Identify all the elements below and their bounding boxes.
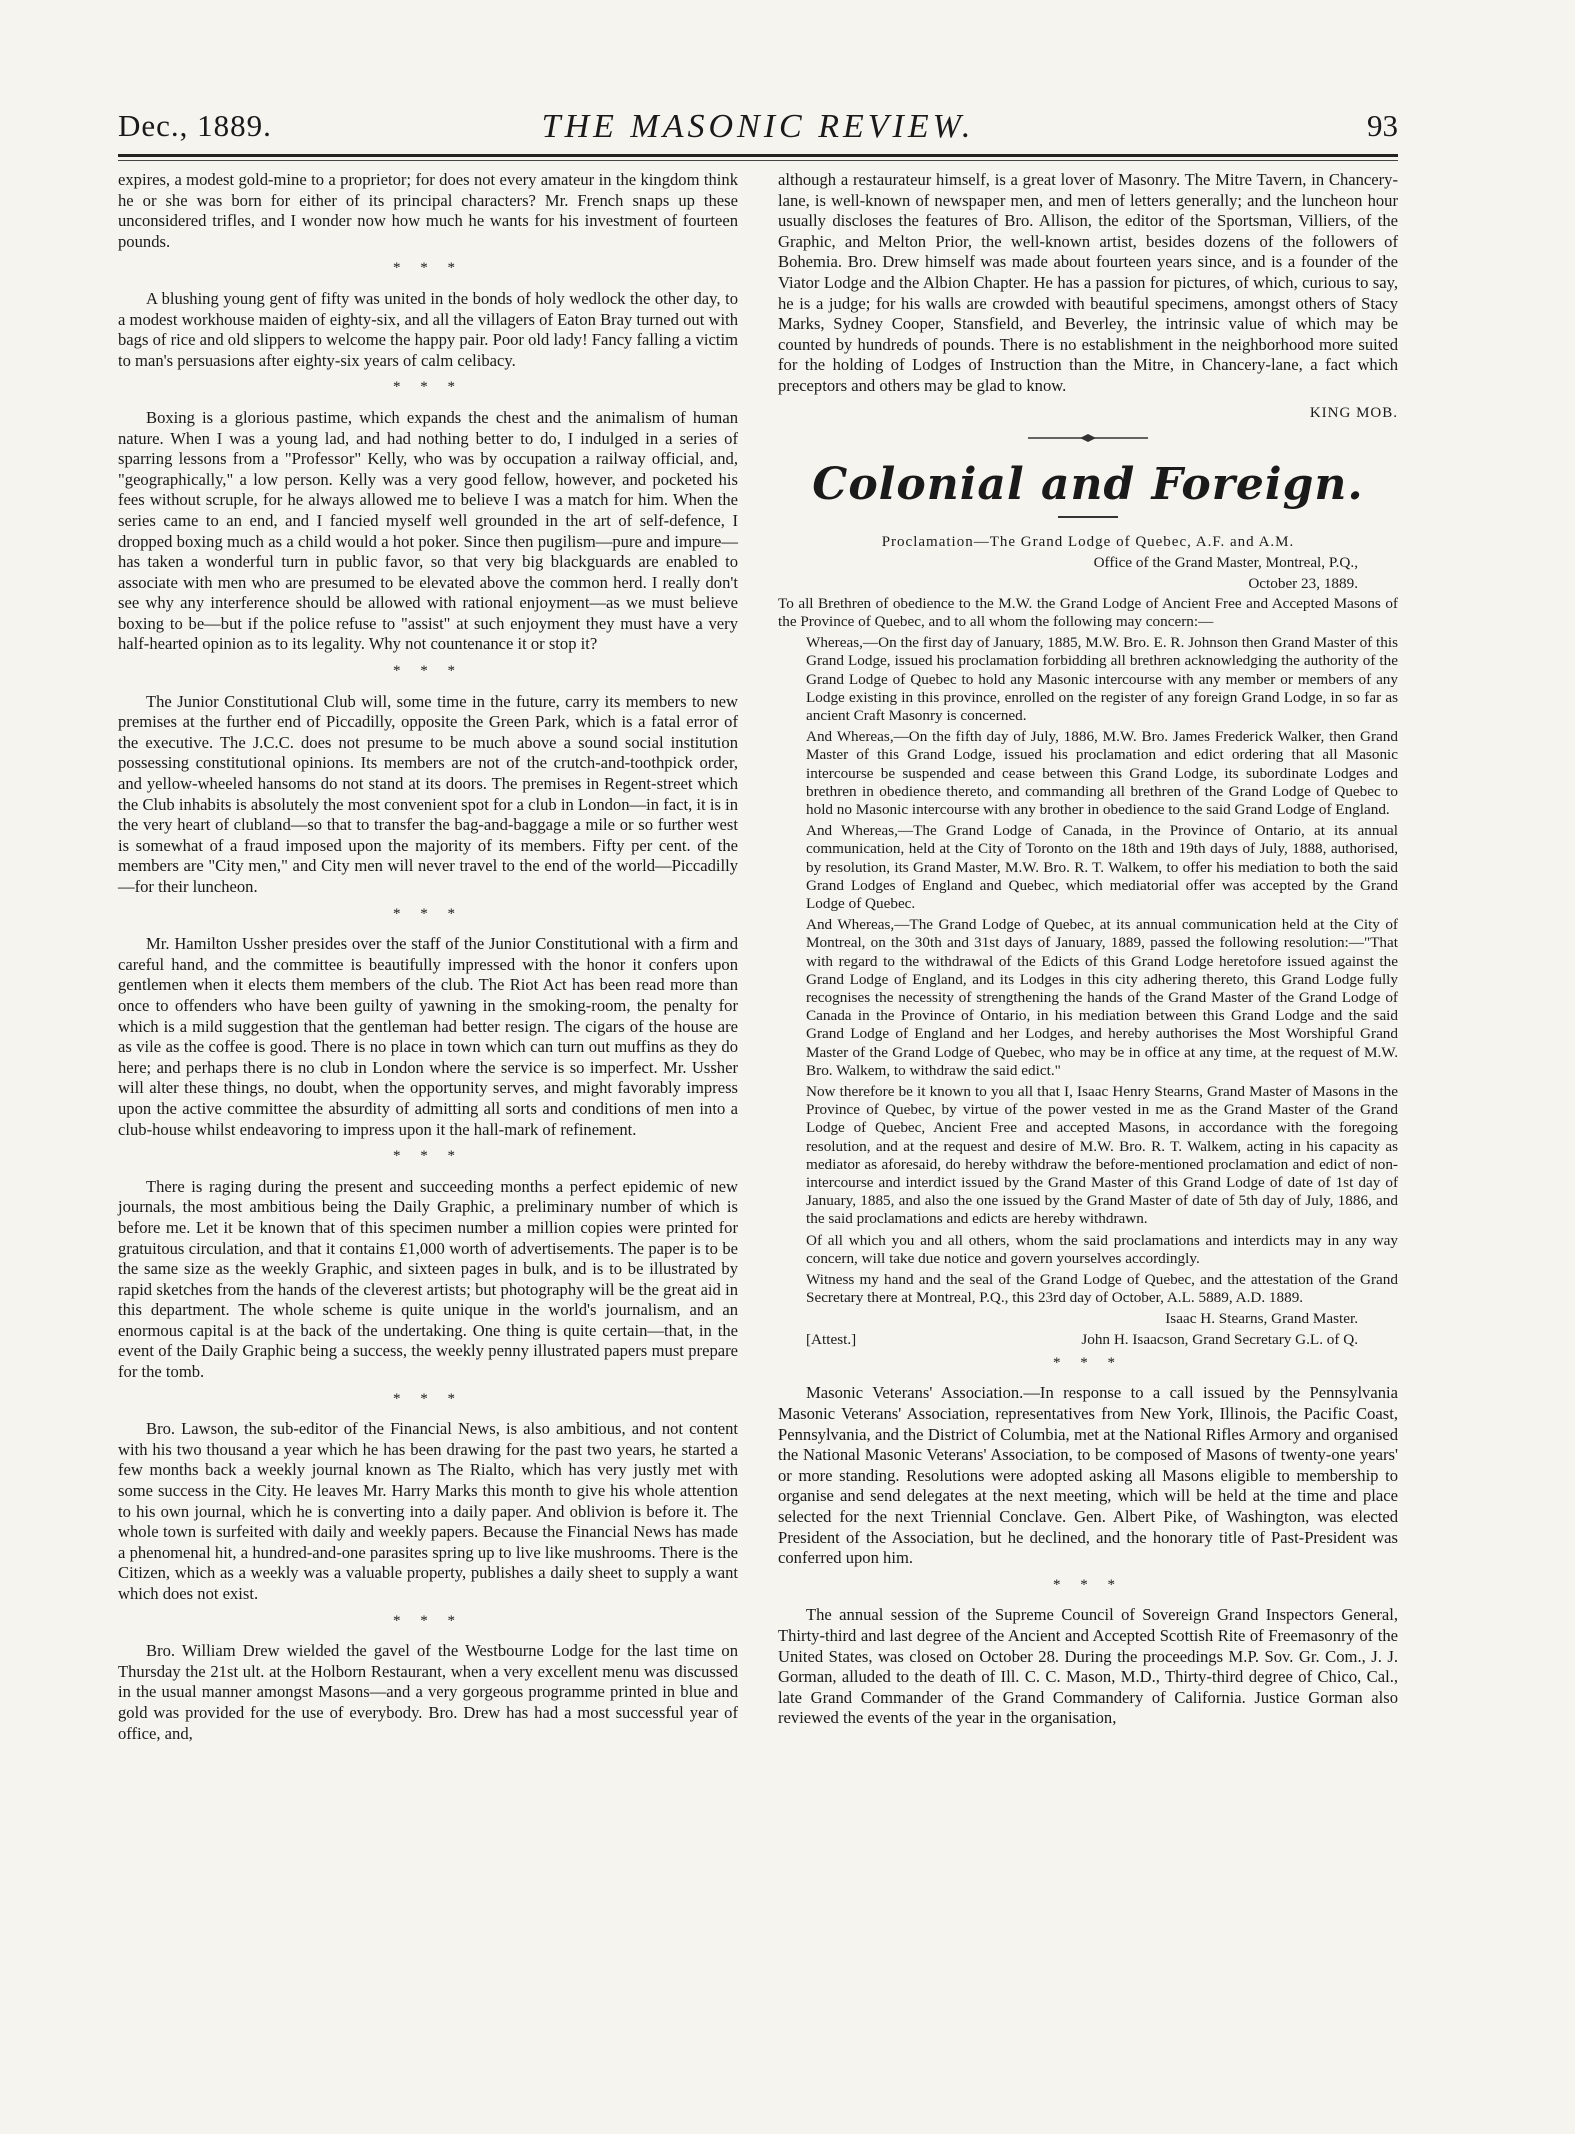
paragraph: Bro. William Drew wielded the gavel of the Westbourne Lodge for the last time on Thursday the 21st ult. at the Holborn Restaurant, when a very excellent menu was discussed in the usual manner amongst Masons—and a very gorgeous programme printed in blue and gold was provided for the use of everybody. Bro. Drew has had a most successful year of office, and,: [118, 1641, 738, 1743]
section-separator: * * *: [393, 905, 463, 922]
section-separator: * * *: [393, 1148, 463, 1165]
ornament-rule-icon: [1028, 433, 1148, 443]
page-number: 93: [1367, 108, 1398, 143]
office-line: Office of the Grand Master, Montreal, P.Q.,: [1093, 554, 1358, 572]
section-separator: * * *: [393, 379, 463, 396]
right-column: [778, 170, 1398, 1735]
witness-clause: Witness my hand and the seal of the Grand Lodge of Quebec, and the attestation of the Grand Secretary there at Montreal, P.Q., this 23rd day of October, A.L. 5889, A.D. 1889.: [806, 1271, 1398, 1307]
paragraph: The annual session of the Supreme Council of Sovereign Grand Inspectors General, Thirty-third and last degree of the Ancient and Accepted Scottish Rite of Freemasonry of the United States, was closed on October 28. During the proceedings M.P. Sov. Gr. Com., J. J. Gorman, alluded to the death of Ill. C. C. Mason, M.D., Thirty-third degree of Chico, Cal., late Grand Commander of the Grand Commandery of California. Justice Gorman also reviewed the events of the year in the organisation,: [778, 1605, 1398, 1728]
paragraph: The Junior Constitutional Club will, some time in the future, carry its members to new premises at the further end of Piccadilly, opposite the Green Park, which is a fatal error of the executive. The J.C.C. does not presume to be much above a sound social institution possessing constitutional opinions. Its members are not of the crutch-and-toothpick order, and yellow-wheeled hansoms do not stand at its doors. The premises in Regent-street which the Club inhabits is absolutely the most convenient spot for a club in London—in fact, it is in the very heart of clubland—so that to transfer the bag-and-baggage a mile or so further west is somewhat of a fraud imposed upon the majority of its members. Fifty per cent. of the members are "City men," and City men will never travel to the end of the world—Piccadilly—for their luncheon.: [118, 691, 738, 896]
section-separator: * * *: [393, 1390, 463, 1407]
title-rule: [1058, 516, 1118, 518]
paragraph: Boxing is a glorious pastime, which expands the chest and the animalism of human nature. When I was a young lad, and had nothing better to do, I indulged in a series of sparring lessons from a "Professor" Kelly, who was by occupation a railway official, and, "geographically," a low person. Kelly was a very good fellow, however, and pocketed his fees without scruple, for he always allowed me to believe I was a match for him. When the series came to an end, and I fancied myself well grounded in the art of self-defence, I dropped boxing much as a child would a hot poker. Since then pugilism—pure and impure—has taken a wonderful turn in public favor, so that very big blackguards are enabled to associate with men who are presumed to be elevated above the common herd. I really don't see why any interference should be allowed with rational enjoyment—as we must believe boxing to be—but if the police refuse to "assist" at such enjoyment they must have a very half-hearted opinion as to its legality. Why not countenance it or stop it?: [118, 407, 738, 654]
section-separator: * * *: [1053, 1576, 1123, 1593]
paragraph: Bro. Lawson, the sub-editor of the Financial News, is also ambitious, and not content with his two thousand a year which he has been drawing for the past two years, he started a few months back a weekly journal known as The Rialto, which has very justly met with some success in the City. He leaves Mr. Harry Marks this month to give his whole attention to his own journal, which he is converting into a daily paper. And oblivion is before it. The whole town is surfeited with daily and weekly papers. Because the Financial News has made a phenomenal hit, a hundred-and-one parasites spring up to live like mushrooms. There is the Citizen, which as a weekly was a valuable property, publishes a daily sheet to supply a want which does not exist.: [118, 1419, 738, 1603]
issue-date: Dec., 1889.: [118, 108, 272, 143]
attestation: [778, 1331, 1398, 1349]
office-date: October 23, 1889.: [1248, 574, 1358, 592]
signature: KING MOB.: [1309, 404, 1398, 421]
whereas-clause: Whereas,—On the first day of January, 1885, M.W. Bro. E. R. Johnson then Grand Master of this Grand Lodge, issued his proclamation forbidding all brethren acknowledging the authority of the Grand Lodge of Quebec to hold any Masonic intercourse with any member or members of any Lodge existing in this province, enrolled on the register of any foreign Grand Lodge, in so far as ancient Craft Masonry is concerned.: [806, 634, 1398, 724]
proclamation-title: Proclamation—The Grand Lodge of Quebec, A.F. and A.M.: [881, 533, 1295, 550]
section-title: Colonial and Foreign.: [812, 458, 1364, 510]
now-therefore-clause: Now therefore be it known to you all that I, Isaac Henry Stearns, Grand Master of Masons in the Province of Quebec, by virtue of the power vested in me as the Grand Master of the Grand Lodge of Quebec, Ancient Free and accepted Masons, in accordance with the foregoing resolution, and at the request and desire of M.W. Bro. R. T. Walkem, acting in his capacity as mediator as aforesaid, do hereby withdraw the before-mentioned proclamation and edict of non-intercourse and interdict issued by the Grand Master of this Grand Lodge of date of 1st day of January, 1885, and also the one issued by the Grand Master of date of 5th day of July, 1886, and the said proclamations and edicts are hereby withdrawn.: [806, 1083, 1398, 1228]
section-separator: * * *: [393, 663, 463, 680]
section-separator: * * *: [393, 260, 463, 277]
paragraph: expires, a modest gold-mine to a proprietor; for does not every amateur in the kingdom think he or she was born for either of its principal characters? Mr. French snaps up these unconsidered trifles, and I wonder now how much he wants for his investment of fourteen pounds.: [118, 170, 738, 251]
header-rule: [118, 154, 1398, 157]
whereas-clause: And Whereas,—The Grand Lodge of Canada, in the Province of Ontario, at its annual communication, held at the City of Toronto on the 18th and 19th days of July, 1888, authorised, by resolution, its Grand Master, M.W. Bro. R. T. Walkem, to offer his mediation to both the said Grand Lodges of England and Quebec, which mediatorial offer was accepted by the Grand Lodge of Quebec.: [806, 822, 1398, 912]
paragraph: although a restaurateur himself, is a great lover of Masonry. The Mitre Tavern, in Chancery-lane, is well-known of newspaper men, and men of letters generally; and the luncheon hour usually discloses the features of Bro. Allison, the editor of the Sportsman, Villiers, of the Graphic, and Melton Prior, the well-known artist, besides dozens of the followers of Bohemia. Bro. Drew himself was made about fourteen years since, and is a founder of the Viator Lodge and the Albion Chapter. He has a passion for pictures, of which, curious to say, he is a judge; for his walls are crowded with beautiful specimens, amongst others of Stacy Marks, Sydney Cooper, Stansfield, and Beverley, the intrinsic value of which may be counted by hundreds of pounds. There is no establishment in the neighborhood more suited for the holding of Lodges of Instruction than the Mitre, in Chancery-lane, a fact which preceptors and others may be glad to know.: [778, 170, 1398, 395]
address-to-brethren: To all Brethren of obedience to the M.W. the Grand Lodge of Ancient Free and Accepted Masons of the Province of Quebec, and to all whom the following may concern:—: [778, 594, 1398, 630]
proclamation-body: [778, 554, 1398, 1349]
notice-clause: Of all which you and all others, whom the said proclamations and interdicts may in any way concern, will take due notice and govern yourselves accordingly.: [806, 1231, 1398, 1267]
page-header: [118, 108, 1398, 156]
grand-master-signature: Isaac H. Stearns, Grand Master.: [1165, 1310, 1358, 1328]
section-separator: * * *: [393, 1612, 463, 1629]
attest-label: [Attest.]: [806, 1330, 857, 1348]
paragraph: Masonic Veterans' Association.—In response to a call issued by the Pennsylvania Masonic Veterans' Association, representatives from New York, Illinois, the Pacific Coast, Pennsylvania, and the District of Columbia, met at the National Rifles Armory and organised the National Masonic Veterans' Association, to be composed of Masons of twenty-one years' or more standing. Resolutions were adopted asking all Masons eligible to membership to organise and send delegates at the next meeting, which will be held at the time and place selected for the next Triennial Conclave. Gen. Albert Pike, of Washington, was elected President of the Association, but he declined, and the honorary title of Past-President was conferred upon him.: [778, 1383, 1398, 1568]
grand-secretary-signature: John H. Isaacson, Grand Secretary G.L. of Q.: [1081, 1330, 1358, 1348]
paragraph: There is raging during the present and succeeding months a perfect epidemic of new journals, the most ambitious being the Daily Graphic, a preliminary number of which is before me. Let it be known that of this specimen number a million copies were printed for gratuitous circulation, and that it contains £1,000 worth of advertisements. The paper is to be the same size as the weekly Graphic, and sixteen pages in bulk, and is to be illustrated by rapid sketches from the hands of the cleverest artists; but photography will be the great aid in this department. The whole scheme is quite unique in the world's journalism, and an enormous capital is at the back of the undertaking. One thing is quite certain—that, in the event of the Daily Graphic being a success, the weekly penny illustrated papers must prepare for the tomb.: [118, 1176, 738, 1382]
whereas-clause: And Whereas,—On the fifth day of July, 1886, M.W. Bro. James Frederick Walker, then Grand Master of this Grand Lodge, issued his proclamation and edict ordering that all Masonic intercourse be suspended and cease between this Grand Lodge, its subordinate Lodges and brethren in obedience thereto, and commanding all brethren of the Grand Lodge of Quebec to hold no Masonic intercourse with any brother in obedience to the said Grand Lodge of England.: [806, 728, 1398, 818]
journal-title: THE MASONIC REVIEW.: [541, 108, 975, 145]
whereas-clause: And Whereas,—The Grand Lodge of Quebec, at its annual communication held at the City of Montreal, on the 30th and 31st days of January, 1889, passed the following resolution:—"That with regard to the withdrawal of the Edicts of this Grand Lodge heretofore issued against the Grand Lodge of England, and its Lodges in this city adhering thereto, this Grand Lodge fully recognises the necessity of strengthening the hands of the Grand Master of the Grand Lodge of Canada in the Province of Ontario, in his mediation between this Grand Lodge and the said Grand Lodge of England and her Lodges, and hereby authorises the Most Worshipful Grand Master of the Grand Lodge of Quebec, who may be in office at any time, at the request of M.W. Bro. Walkem, to withdraw the said edict.": [806, 916, 1398, 1079]
paragraph: A blushing young gent of fifty was united in the bonds of holy wedlock the other day, to a modest workhouse maiden of eighty-six, and all the villagers of Eaton Bray turned out with bags of rice and old slippers to welcome the happy pair. Poor old lady! Fancy falling a victim to man's persuasions after eighty-six years of calm celibacy.: [118, 288, 738, 370]
ornament-divider: [778, 429, 1398, 450]
section-separator: * * *: [1053, 1354, 1123, 1371]
header-rule-thin: [118, 160, 1398, 161]
left-column: [118, 170, 738, 1750]
paragraph: Mr. Hamilton Ussher presides over the staff of the Junior Constitutional with a firm and careful hand, and the committee is beautifully impressed with the honor it confers upon gentlemen when it elects them members of the club. The Riot Act has been read more than once to offenders who have been guilty of yawning in the smoking-room, the penalty for which is a mild suggestion that the gentleman had better resign. The cigars of the house are as vile as the coffee is good. There is no place in town which can turn out muffins as they do here; and perhaps there is no club in London where the service is so imperfect. Mr. Ussher will alter these things, no doubt, when the opportunity serves, and might favorably impress upon the active committee the absurdity of admitting all sorts and conditions of men into a club-house whilst endeavoring to impress upon it the hall-mark of refinement.: [118, 934, 738, 1139]
